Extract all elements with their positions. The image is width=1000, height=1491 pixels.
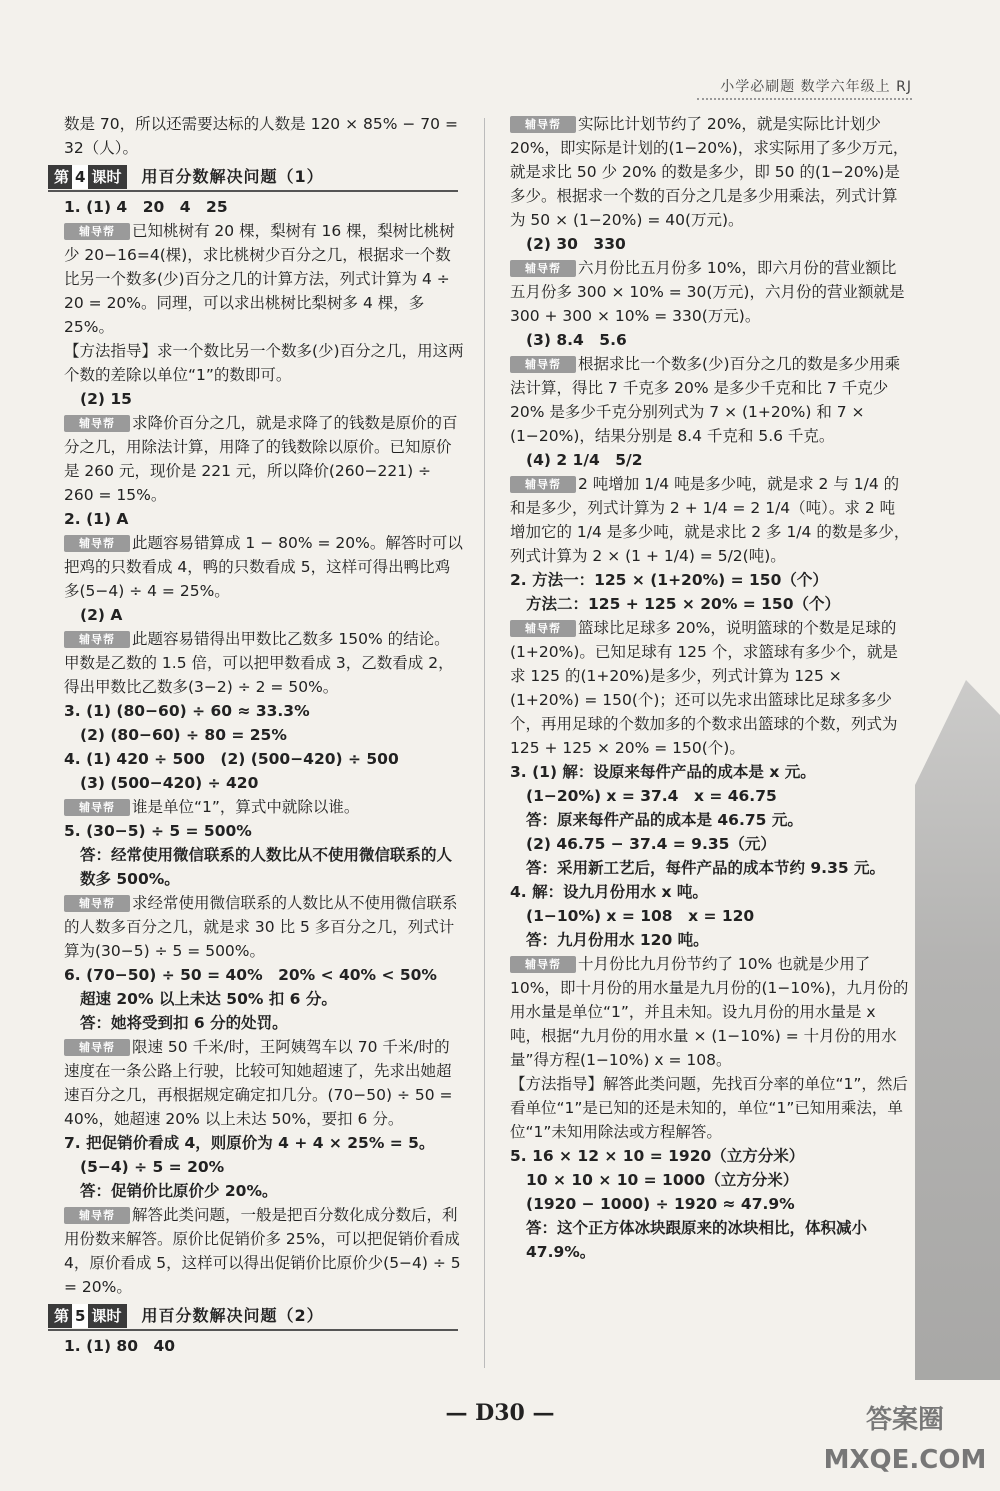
answer-line: (1920 − 1000) ÷ 1920 ≈ 47.9%	[526, 1195, 795, 1213]
answer-line: (2) A	[80, 606, 123, 624]
answer-line: 方法二：125 + 125 × 20% = 150（个）	[526, 595, 841, 613]
help-badge: 辅导帮	[64, 799, 130, 816]
help-note: 辅导帮 求经常使用微信联系的人数比从不使用微信联系的人数多百分之几，就是求 30 比 5 多百分之几，列式计算为(30−5) ÷ 5 = 500%。	[64, 894, 458, 960]
help-note: 辅导帮 此题容易错得出甲数比乙数多 150% 的结论。甲数是乙数的 1.5 倍，可以把甲数看成 3，乙数看成 2，得出甲数比乙数多(3−2) ÷ 2 = 50%。	[64, 630, 454, 696]
answer-line: 答：九月份用水 120 吨。	[526, 931, 709, 949]
help-note: 辅导帮 六月份比五月份多 10%，即六月份的营业额比五月份多 300 × 10% = 30(万元)，六月份的营业额就是 300 + 300 × 10% = 330(万元)。	[510, 259, 905, 325]
help-badge: 辅导帮	[64, 415, 130, 432]
answer-line: 1. (1) 80 40	[64, 1337, 176, 1355]
left-column	[54, 112, 464, 1358]
text-paragraph: 32（人）。	[64, 139, 138, 157]
answer-line: (1−10%) x = 108 x = 120	[526, 907, 755, 925]
help-badge: 辅导帮	[510, 620, 576, 637]
lesson-header	[48, 1303, 458, 1331]
help-badge: 辅导帮	[510, 116, 576, 133]
answer-line: (2) 46.75 − 37.4 = 9.35（元）	[526, 835, 776, 853]
decorative-tree	[915, 680, 1000, 1380]
help-note: 辅导帮 2 吨增加 1/4 吨是多少吨，就是求 2 与 1/4 的和是多少，列式计算为 2 + 1/4 = 2 1/4（吨）。求 2 吨增加它的 1/4 是多少吨，就是求比 2 多 1/4 的数是多少，列式计算为 2 × (1 + 1/4) = 5/2(吨)。	[510, 475, 910, 565]
answer-line: 答：她将受到扣 6 分的处罚。	[80, 1014, 288, 1032]
help-badge: 辅导帮	[64, 223, 130, 240]
answer-line: 答：经常使用微信联系的人数比从不使用微信联系的人数多 500%。	[80, 846, 453, 888]
answer-line: 答：原来每件产品的成本是 46.75 元。	[526, 811, 803, 829]
answer-line: (2) 15	[80, 390, 132, 408]
text-paragraph: 【方法指导】解答此类问题，先找百分率的单位“1”，然后看单位“1”是已知的还是未知的，单位“1”已知用乘法，单位“1”未知用除法或方程解答。	[510, 1075, 908, 1141]
answer-line: 1. (1) 4 20 4 25	[64, 198, 228, 216]
answer-line: 3. (1) 解：设原来每件产品的成本是 x 元。	[510, 763, 816, 781]
answer-line: 10 × 10 × 10 = 1000（立方分米）	[526, 1171, 799, 1189]
header-dotted-rule	[697, 98, 912, 102]
help-note: 辅导帮 篮球比足球多 20%，说明篮球的个数是足球的(1+20%)。已知足球有 125 个，求篮球有多少个，就是求 125 的(1+20%)是多少，列式计算为 125 × (1+20%) = 150(个)；还可以先求出篮球比足球多多少个，再用足球的个数加多的个数求出篮球的个数，列式为 125 + 125 × 20% = 150(个)。	[510, 619, 898, 757]
answer-line: 4. 解：设九月份用水 x 吨。	[510, 883, 708, 901]
lesson-header	[48, 164, 458, 192]
answer-line: (4) 2 1/4 5/2	[526, 451, 643, 469]
help-note: 辅导帮 根据求比一个数多(少)百分之几的数是多少用乘法计算，得比 7 千克多 20% 是多少千克和比 7 千克少 20% 是多少千克分别列式为 7 × (1+20%) 和 7 × (1−20%)，结果分别是 8.4 千克和 5.6 千克。	[510, 355, 901, 445]
right-column	[510, 112, 910, 1264]
answer-line: (2) 30 330	[526, 235, 626, 253]
help-note: 辅导帮 此题容易错算成 1 − 80% = 20%。解答时可以把鸡的只数看成 4，鸭的只数看成 5，这样可得出鸭比鸡多(5−4) ÷ 4 = 25%。	[64, 534, 463, 600]
help-note: 辅导帮 十月份比九月份节约了 10% 也就是少用了 10%，即十月份的用水量是九月份的(1−10%)，九月份的用水量是单位“1”，并且未知。设九月份的用水量是 x 吨，根据“九月份的用水量 × (1−10%) = 十月份的用水量”得方程(1−10%) x = 108。	[510, 955, 909, 1069]
text-paragraph: 【方法指导】求一个数比另一个数多(少)百分之几，用这两个数的差除以单位“1”的数即可。	[64, 342, 464, 384]
lesson-title: 用百分数解决问题（2）	[141, 1306, 324, 1325]
answer-line: (5−4) ÷ 5 = 20%	[80, 1158, 225, 1176]
answer-line: 超速 20% 以上未达 50% 扣 6 分。	[80, 990, 337, 1008]
help-note: 辅导帮 已知桃树有 20 棵，梨树有 16 棵，梨树比桃树少 20−16=4(棵)，求比桃树少百分之几，根据求一个数比另一个数多(少)百分之几的计算方法，列式计算为 4 ÷ 20 = 20%。同理，可以求出桃树比梨树多 4 棵，多 25%。	[64, 222, 455, 336]
help-note: 辅导帮 求降价百分之几，就是求降了的钱数是原价的百分之几，用除法计算，用降了的钱数除以原价。已知原价是 260 元，现价是 221 元，所以降价(260−221) ÷ 260 = 15%。	[64, 414, 458, 504]
answer-line: 2. (1) A	[64, 510, 129, 528]
help-badge: 辅导帮	[510, 260, 576, 277]
page-number: — D30 —	[445, 1400, 555, 1426]
lesson-tag: 第 4 课时	[48, 165, 127, 189]
answer-line: 答：促销价比原价少 20%。	[80, 1182, 278, 1200]
answer-line: 5. (30−5) ÷ 5 = 500%	[64, 822, 252, 840]
answer-line: 4. (1) 420 ÷ 500 (2) (500−420) ÷ 500	[64, 750, 399, 768]
answer-line: (3) (500−420) ÷ 420	[80, 774, 259, 792]
answer-line: 7. 把促销价看成 4，则原价为 4 + 4 × 25% = 5。	[64, 1134, 435, 1152]
lesson-title: 用百分数解决问题（1）	[141, 167, 324, 186]
help-badge: 辅导帮	[510, 956, 576, 973]
answer-line: 答：采用新工艺后，每件产品的成本节约 9.35 元。	[526, 859, 886, 877]
answer-line: 2. 方法一：125 × (1+20%) = 150（个）	[510, 571, 828, 589]
help-note: 辅导帮 谁是单位“1”，算式中就除以谁。	[64, 795, 464, 819]
help-badge: 辅导帮	[510, 476, 576, 493]
answer-line: 6. (70−50) ÷ 50 = 40% 20% < 40% < 50%	[64, 966, 437, 984]
answer-line: 3. (1) (80−60) ÷ 60 ≈ 33.3%	[64, 702, 310, 720]
answer-line: 5. 16 × 12 × 10 = 1920（立方分米）	[510, 1147, 805, 1165]
help-note: 辅导帮 解答此类问题，一般是把百分数化成分数后，利用份数来解答。原价比促销价多 25%，可以把促销价看成 4，原价看成 5，这样可以得出促销价比原价少(5−4) ÷ 5 = 20%。	[64, 1206, 461, 1296]
answer-line: 答：这个正方体冰块跟原来的冰块相比，体积减小 47.9%。	[526, 1219, 868, 1261]
help-note: 辅导帮 限速 50 千米/时，王阿姨驾车以 70 千米/时的速度在一条公路上行驶，比较可知她超速了，先求出她超速百分之几，再根据规定确定扣几分。(70−50) ÷ 50 = 40%，她超速 20% 以上未达 50%，要扣 6 分。	[64, 1038, 453, 1128]
help-badge: 辅导帮	[64, 895, 130, 912]
answer-line: (2) (80−60) ÷ 80 = 25%	[80, 726, 287, 744]
help-badge: 辅导帮	[64, 631, 130, 648]
help-badge: 辅导帮	[64, 1207, 130, 1224]
watermark-logo: 答案圈 MXQE.COM	[823, 1405, 987, 1475]
help-badge: 辅导帮	[510, 356, 576, 373]
help-note: 辅导帮 实际比计划节约了 20%，就是实际比计划少 20%，即实际是计划的(1−20%)，求实际用了多少万元，就是求比 50 少 20% 的数是多少，即 50 的(1−20%)是多少。根据求一个数的百分之几是多少用乘法，列式计算为 50 × (1−20%) = 40(万元)。	[510, 115, 909, 229]
column-divider	[484, 118, 485, 1368]
answer-line: (1−20%) x = 37.4 x = 46.75	[526, 787, 777, 805]
text-paragraph: 数是 70，所以还需要达标的人数是 120 × 85% − 70 =	[64, 115, 458, 133]
lesson-tag: 第 5 课时	[48, 1304, 127, 1328]
answer-line: (3) 8.4 5.6	[526, 331, 627, 349]
help-badge: 辅导帮	[64, 1039, 130, 1056]
help-badge: 辅导帮	[64, 535, 130, 552]
page-header-title: 小学必刷题 数学六年级上 RJ	[720, 79, 912, 95]
